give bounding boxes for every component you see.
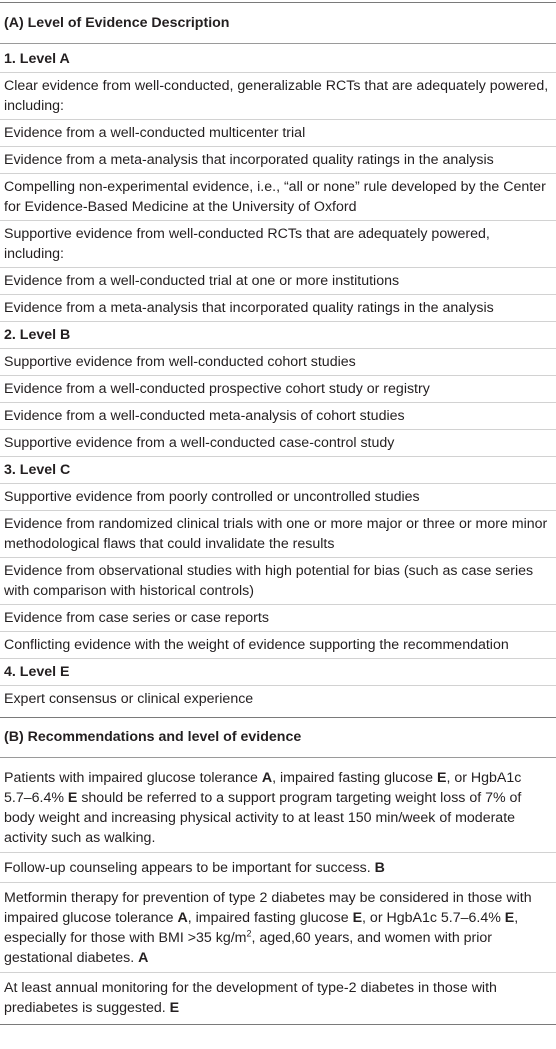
recommendation-4 [0,972,556,1024]
section-a-title: (A) Level of Evidence Description [4,15,230,31]
evidence-item: Evidence from observational studies with high potential for bias (such as case series with comparison with historical controls) [0,557,556,604]
evidence-item: Clear evidence from well-conducted, generalizable RCTs that are adequately powered, including: [0,72,556,119]
recommendation-2 [0,852,556,882]
level-heading: 3. Level C [0,456,556,483]
evidence-grade: A [138,950,149,966]
evidence-item: Evidence from a well-conducted prospective cohort study or registry [0,375,556,402]
evidence-item: Evidence from randomized clinical trials with one or more major or three or more minor methodological flaws that could invalidate the results [0,510,556,557]
evidence-item: Expert consensus or clinical experience [0,685,556,712]
evidence-grade: B [374,860,385,876]
evidence-table [0,2,556,1025]
evidence-grade: E [504,910,515,926]
rec-text: At least annual monitoring for the development of type-2 diabetes in those with prediabetes is suggested. [4,980,497,1016]
evidence-item: Evidence from a well-conducted meta-analysis of cohort studies [0,402,556,429]
rec-text: Metformin therapy for prevention of type 2 diabetes may be considered in those with impaired glucose tolerance [4,890,532,926]
evidence-item: Supportive evidence from poorly controlled or uncontrolled studies [0,483,556,510]
level-heading: 2. Level B [0,321,556,348]
evidence-item: Supportive evidence from well-conducted RCTs that are adequately powered, including: [0,220,556,267]
evidence-item: Evidence from case series or case reports [0,604,556,631]
evidence-grade: E [67,790,78,806]
rec-text: , or HgbA1c 5.7–6.4% [4,770,522,806]
section-b-title: (B) Recommendations and level of evidence [4,729,302,745]
evidence-grade: E [352,910,363,926]
rec-text: , impaired fasting glucose [272,770,437,786]
evidence-grade: E [436,770,447,786]
rec-text: , especially for those with BMI >35 kg/m [4,910,519,946]
evidence-grade: A [261,770,273,786]
bottom-rule [0,1024,556,1025]
evidence-item: Evidence from a well-conducted multicenter trial [0,119,556,146]
rec-text: should be referred to a support program targeting weight loss of 7% of body weight and increasing physical activity to at least 150 min/week of moderate activity such as walking. [4,790,522,846]
rec-text: , impaired fasting glucose [187,910,353,926]
section-b-body [0,758,556,1024]
evidence-item: Evidence from a well-conducted trial at one or more institutions [0,267,556,294]
evidence-item: Evidence from a meta-analysis that incorporated quality ratings in the analysis [0,146,556,173]
rec-text: , aged,60 years, and women with prior gestational diabetes. [4,930,493,966]
rec-text: Follow-up counseling appears to be important for success. [4,860,375,876]
evidence-item: Evidence from a meta-analysis that incorporated quality ratings in the analysis [0,294,556,321]
rec-text: Patients with impaired glucose tolerance [4,770,262,786]
level-heading: 1. Level A [4,51,70,67]
superscript: 2 [246,928,252,939]
evidence-grade: A [177,910,188,926]
level-heading: 4. Level E [0,658,556,685]
evidence-item: Supportive evidence from well-conducted cohort studies [0,348,556,375]
evidence-item: Supportive evidence from a well-conducted case-control study [0,429,556,456]
section-a-body [0,44,556,712]
evidence-item: Conflicting evidence with the weight of evidence supporting the recommendation [0,631,556,658]
recommendation-1 [0,764,556,852]
recommendation-3 [0,882,556,972]
rec-text: , or HgbA1c 5.7–6.4% [362,910,505,926]
evidence-item: Compelling non-experimental evidence, i.e., “all or none” rule developed by the Center for Evidence-Based Medicine at the University of Oxford [0,173,556,220]
evidence-grade: E [169,1000,180,1016]
